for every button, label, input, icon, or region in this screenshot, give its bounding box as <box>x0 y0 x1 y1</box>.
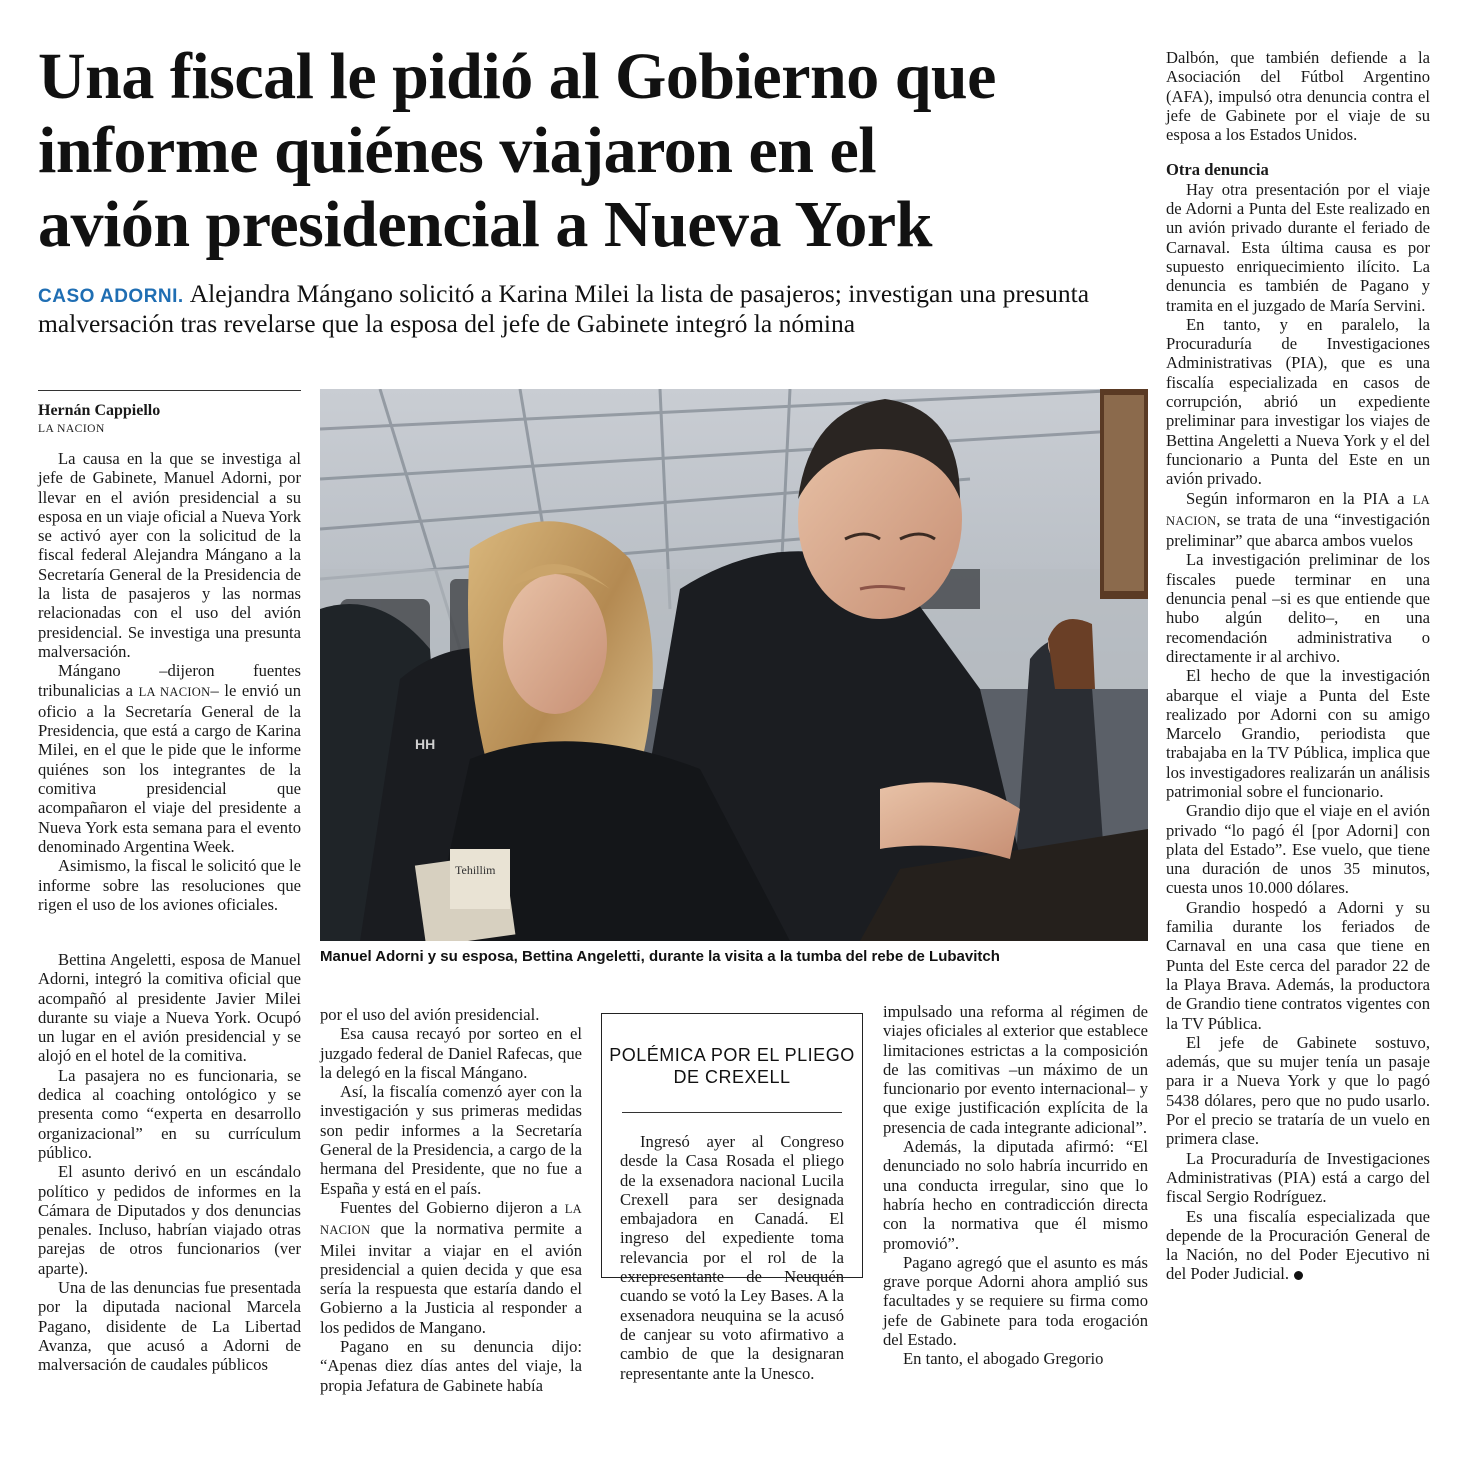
paragraph <box>883 1349 1148 1368</box>
paragraph-text: La Procuraduría de Investigaciones Administrativas (PIA) está a cargo del fiscal Sergio Rodríguez. <box>1166 1148 1430 1207</box>
headline-line: informe quiénes viajaron en el <box>38 114 877 187</box>
deck-kicker: CASO ADORNI. <box>38 286 184 307</box>
paragraph-text: Además, la diputada afirmó: “El denunciado no solo habría incurrido en una conducta irregular, sino que lo habría hecho en contradicción directa con la normativa que él mismo promovió”. <box>883 1137 1148 1253</box>
paragraph <box>1166 48 1430 144</box>
photo-illustration <box>320 389 1148 941</box>
end-of-article-mark <box>1294 1271 1303 1280</box>
byline <box>38 402 301 435</box>
paragraph-text: El asunto derivó en un escándalo político y pedidos de informes en la Cámara de Diputados y dos denuncias penales. Incluso, habrían viajado otras parejas de otros funcionarios (ver aparte). <box>38 1162 301 1278</box>
paragraph-text: Es una fiscalía especializada que depende de la Procuración General de la Nación, no del Poder Ejecutivo ni del Poder Judicial. <box>1166 1206 1430 1284</box>
paragraph <box>1166 1149 1430 1207</box>
paragraph-text: Dalbón, que también defiende a la Asociación del Fútbol Argentino (AFA), impulsó otra denuncia contra el jefe de Gabinete por el viaje de su esposa a los Estados Unidos. <box>1166 48 1430 145</box>
paragraph <box>38 950 301 1066</box>
paragraph-text: Hay otra presentación por el viaje de Adorni a Punta del Este realizado en un avión privado durante el feriado de Carnaval. Esta última causa es por supuesto enriquecimiento ilícito. La denuncia es también de Pagano y tramita en el juzgado de María Servini. <box>1166 179 1430 315</box>
paragraph-text: Grandio dijo que el viaje en el avión privado “lo pagó él [por Adorni] con plata del Estado”. Ese vuelo, que tiene una duración de unos 35 minutos, cuesta unos 10.000 dólares. <box>1166 801 1430 898</box>
paragraph <box>38 1066 301 1162</box>
paragraph-text: Bettina Angeletti, esposa de Manuel Adorni, integró la comitiva oficial que acompañó al presidente Javier Milei durante su viaje a Nueva York. Ocupó un lugar en el avión presidencial y se alojó en el hotel de la comitiva. <box>38 950 301 1066</box>
paragraph-text: Así, la fiscalía comenzó ayer con la investigación y sus primeras medidas son pedir informes a la Secretaría General de la Presidencia, a cargo de la hermana del Presidente, que no fue a España y está en el país. <box>320 1082 582 1198</box>
paragraph <box>1166 180 1430 315</box>
outlet-name: LA NACION <box>1166 492 1430 528</box>
sidebar-body <box>620 1132 844 1383</box>
byline-divider <box>38 390 301 391</box>
article-column-1 <box>38 449 301 914</box>
deck-text: Alejandra Mángano solicitó a Karina Milei la lista de pasajeros; investigan una presunta malversación tras revelarse que la esposa del jefe de Gabinete integró la nómina <box>38 279 1090 338</box>
paragraph-text: Asimismo, la fiscal le solicitó que le informe sobre las resoluciones que rigen el uso de los aviones oficiales. <box>38 856 301 914</box>
paragraph <box>1166 898 1430 1033</box>
sidebar-title: POLÉMICA POR EL PLIEGO DE CREXELL <box>609 1045 855 1087</box>
paragraph <box>320 1198 582 1337</box>
paragraph <box>320 1005 582 1024</box>
paragraph <box>38 661 301 856</box>
paragraph-text: En tanto, el abogado Gregorio <box>903 1349 1104 1369</box>
article-column-5 <box>1166 48 1430 1284</box>
paragraph <box>883 1002 1148 1137</box>
paragraph-text: En tanto, y en paralelo, la Procuraduría de Investigaciones Administrativas (PIA), que es una fiscalía especializada en casos de corrupción, abrió un expediente preliminar para investigar los viajes de Bettina Angeletti a Nueva York y el del funcionario a Punta del Este en un avión privado. <box>1166 314 1430 489</box>
paragraph <box>883 1253 1148 1349</box>
paragraph-text: Grandio hospedó a Adorni y su familia durante los feriados de Carnaval en una casa que tiene en Punta del Este cerca del parador 22 de la Playa Brava. Además, la productora de Grandio tiene contratos vigentes con la TV Pública. <box>1166 897 1430 1033</box>
article-column-1-lower <box>38 950 301 1375</box>
article-column-2 <box>320 1005 582 1395</box>
paragraph-text: Según informaron en la PIA a <box>1186 488 1413 508</box>
paragraph <box>38 1162 301 1278</box>
outlet-name: LA NACION <box>320 1201 582 1238</box>
paragraph <box>38 449 301 661</box>
paragraph <box>320 1024 582 1082</box>
section-subhead <box>1166 160 1430 179</box>
paragraph-text: Mángano –dijeron fuentes tribunalicias a <box>38 661 301 700</box>
paragraph-text: , se trata de una “investigación preliminar” que abarca ambos vuelos <box>1166 509 1430 551</box>
paragraph <box>1166 1207 1430 1284</box>
paragraph-text: Una de las denuncias fue presentada por la diputada nacional Marcela Pagano, disidente de La Libertad Avanza, que acusó a Adorni de malversación de caudales públicos <box>38 1278 301 1375</box>
paragraph <box>320 1337 582 1395</box>
paragraph-text: El jefe de Gabinete sostuvo, además, que su mujer tenía un pasaje para ir a Nueva York y que lo pagó 5438 dólares, pero que no pudo usarlo. Por el precio se trataría de un vuelo en primera clase. <box>1166 1032 1430 1149</box>
paragraph <box>38 1278 301 1374</box>
paragraph-text: impulsado una reforma al régimen de viajes oficiales al exterior que establece limitaciones estrictas a la composición de las comitivas –un máximo de un funcionario por evento internacional– y que exige justificación explícita de la presencia de cada integrante adicional”. <box>883 1002 1148 1137</box>
sidebar-box <box>601 1013 863 1383</box>
paragraph <box>1166 489 1430 551</box>
paragraph <box>320 1082 582 1198</box>
sidebar-divider <box>622 1112 842 1113</box>
headline-line: Una fiscal le pidió al Gobierno que <box>38 40 996 113</box>
paragraph-text: Fuentes del Gobierno dijeron a <box>340 1197 565 1217</box>
deck <box>38 280 1158 337</box>
paragraph-text: Pagano en su denuncia dijo: “Apenas diez días antes del viaje, la propia Jefatura de Gabinete había <box>320 1337 582 1395</box>
paragraph <box>38 856 301 914</box>
paragraph-text: Pagano agregó que el asunto es más grave porque Adorni ahora amplió sus facultades y se requiere su firma como jefe de Gabinete para toda erogación del Estado. <box>883 1252 1148 1350</box>
paragraph-text: que la normativa permite a Milei invitar a viajar en el avión presidencial a quien decida y que esa sería la respuesta que estaría dando el Gobierno a la Justicia al responder a los pedidos de Mangano. <box>320 1219 582 1337</box>
paragraph-text: por el uso del avión presidencial. <box>320 1005 540 1024</box>
book-text: Tehillim <box>455 863 496 877</box>
headline-line: avión presidencial a Nueva York <box>38 188 932 261</box>
author-name: Hernán Cappiello <box>38 402 161 419</box>
paragraph-text: La pasajera no es funcionaria, se dedica al coaching ontológico y se presenta como “experta en desarrollo organizacional” en su currículum público. <box>38 1065 301 1162</box>
paragraph <box>883 1137 1148 1253</box>
photo-caption: Manuel Adorni y su esposa, Bettina Angeletti, durante la visita a la tumba del rebe de Lubavitch <box>320 948 1000 965</box>
paragraph-text: – le envió un oficio a la Secretaría General de la Presidencia, que está a cargo de Karina Milei, en el que le pide que le informe quiénes son los integrantes de la comitiva presidencial que acompañaron el viaje del presidente a Nueva York esta semana para el evento denominado Argentina Week. <box>38 680 301 856</box>
paragraph <box>1166 1033 1430 1149</box>
paragraph <box>1166 315 1430 489</box>
paragraph-text: La causa en la que se investiga al jefe de Gabinete, Manuel Adorni, por llevar en el avión presidencial a su esposa en un viaje oficial a Nueva York se activó ayer con la solicitud de la fiscal federal Alejandra Mángano a la Secretaría General de la Presidencia de la lista de pasajeros y las normas relacionadas con el uso del avión presidencial. Se investiga una presunta malversación. <box>38 449 301 661</box>
article-column-4 <box>883 1002 1148 1369</box>
paragraph-text: Esa causa recayó por sorteo en el juzgado federal de Daniel Rafecas, que la delegó en la fiscal Mángano. <box>320 1024 582 1082</box>
paragraph-text: La investigación preliminar de los fiscales puede terminar en una denuncia penal –si es que entiende que hubo algún delito–, en una recomendación administrativa o directamente ir al archivo. <box>1166 550 1430 666</box>
paragraph <box>1166 550 1430 666</box>
paragraph-text: Otra denuncia <box>1166 160 1269 180</box>
author-outlet: LA NACION <box>38 423 105 435</box>
outlet-name: LA NACION <box>138 684 211 699</box>
paragraph <box>1166 801 1430 897</box>
jacket-logo: HH <box>415 736 436 752</box>
news-photo <box>320 389 1148 941</box>
paragraph <box>1166 666 1430 801</box>
paragraph-text: El hecho de que la investigación abarque el viaje a Punta del Este realizado por Adorni con su amigo Marcelo Grandio, periodista que trabajaba en la TV Pública, implica que los investigadores realizarán un análisis patrimonial sobre el funcionario. <box>1166 666 1430 801</box>
sidebar-paragraph: Ingresó ayer al Congreso desde la Casa Rosada el pliego de la exsenadora nacional Lucila Crexell para ser designada embajadora en Canadá. El ingreso del expediente toma relevancia por el rol de la exrepresentante de Neuquén cuando se votó la Ley Bases. A la exsenadora neuquina se la acusó de canjear su voto afirmativo a cambio de que la designaran representante ante la Unesco. <box>620 1132 844 1383</box>
headline <box>38 40 1148 262</box>
